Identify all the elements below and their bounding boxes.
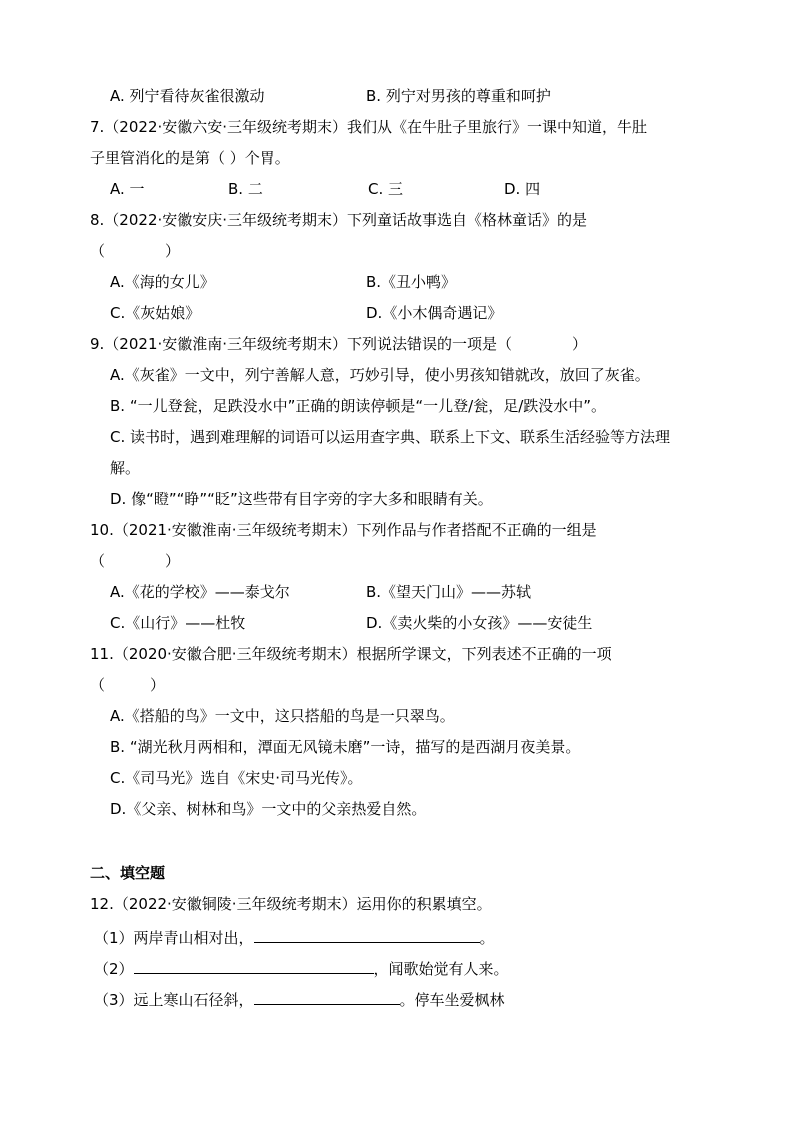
q7-option-a: A. 一 — [110, 180, 145, 198]
q8-option-row2 — [110, 303, 502, 323]
q11-stem-line2: （ ） — [90, 676, 166, 694]
q7-stem-line2: 子里管消化的是第（ ）个胃。 — [90, 149, 290, 167]
q8-option-row1 — [110, 272, 456, 292]
q9-option-d: D. 像“瞪”“睁”“眨”这些带有目字旁的字大多和眼睛有关。 — [110, 490, 493, 508]
q8-option-d: D.《小木偶奇遇记》 — [366, 304, 503, 322]
q10-option-d: D.《卖火柴的小女孩》——安徒生 — [366, 614, 593, 632]
q12-sub3-blank[interactable] — [254, 988, 400, 1005]
q10-option-b: B.《望天门山》——苏轼 — [366, 583, 532, 601]
q12-sub3-prefix: （3）远上寒山石径斜， — [94, 991, 254, 1009]
q10-option-row1 — [110, 582, 531, 602]
q12-sub2-prefix: （2） — [94, 960, 134, 978]
q11-option-b: B. “湖光秋月两相和，潭面无风镜未磨”一诗，描写的是西湖月夜美景。 — [110, 738, 581, 756]
q7-option-row — [110, 179, 540, 199]
q11-option-c: C.《司马光》选自《宋史·司马光传》。 — [110, 769, 363, 787]
q12-sub1-blank[interactable] — [254, 926, 480, 943]
q12-sub2-blank[interactable] — [134, 957, 374, 974]
q12-sub1-prefix: （1）两岸青山相对出， — [94, 929, 254, 947]
q9-stem-line1: 9.（2021·安徽淮南·三年级统考期末）下列说法错误的一项是（ ） — [90, 335, 588, 353]
q7-option-d: D. 四 — [504, 180, 541, 198]
q8-option-c: C.《灰姑娘》 — [110, 304, 201, 322]
q9-option-c-line2: 解。 — [110, 459, 141, 477]
q10-option-a: A.《花的学校》——泰戈尔 — [110, 583, 290, 601]
q7-stem-line1: 7.（2022·安徽六安·三年级统考期末）我们从《在牛肚子里旅行》一课中知道，牛肚 — [90, 118, 648, 136]
q10-option-row2 — [110, 613, 592, 633]
q10-option-c: C.《山行》——杜牧 — [110, 614, 246, 632]
q12-stem-line1: 12.（2022·安徽铜陵·三年级统考期末）运用你的积累填空。 — [90, 895, 492, 913]
q9-option-b: B. “一儿登瓮，足跌没水中”正确的朗读停顿是“一儿登/瓮，足/跌没水中”。 — [110, 397, 607, 415]
q12-sub1-suffix: 。 — [479, 929, 495, 947]
section-title-fill-in: 二、填空题 — [90, 864, 166, 882]
q6-option-a: A. 列宁看待灰雀很激动 — [110, 87, 265, 105]
q10-stem-line1: 10.（2021·安徽淮南·三年级统考期末）下列作品与作者搭配不正确的一组是 — [90, 521, 597, 539]
q8-stem-line1: 8.（2022·安徽安庆·三年级统考期末）下列童话故事选自《格林童话》的是 — [90, 211, 588, 229]
q10-stem-line2: （ ） — [90, 552, 181, 570]
q12-sub3-suffix: 。停车坐爱枫林 — [399, 991, 505, 1009]
q12-sub2 — [94, 957, 509, 979]
q12-sub2-suffix: ，闻歌始觉有人来。 — [373, 960, 509, 978]
q9-option-a: A.《灰雀》一文中，列宁善解人意，巧妙引导，使小男孩知错就改，放回了灰雀。 — [110, 366, 650, 384]
q7-option-b: B. 二 — [228, 180, 263, 198]
q11-option-d: D.《父亲、树林和鸟》一文中的父亲热爱自然。 — [110, 800, 427, 818]
q9-option-c-line1: C. 读书时，遇到难理解的词语可以运用查字典、联系上下文、联系生活经验等方法理 — [110, 428, 671, 446]
q12-sub1 — [94, 926, 495, 948]
q6-option-row — [110, 86, 551, 106]
q8-option-a: A.《海的女儿》 — [110, 273, 215, 291]
q12-sub3 — [94, 988, 505, 1010]
q7-option-c: C. 三 — [368, 180, 404, 198]
q8-stem-line2: （ ） — [90, 242, 181, 260]
q11-option-a: A.《搭船的鸟》一文中，这只搭船的鸟是一只翠鸟。 — [110, 707, 455, 725]
q8-option-b: B.《丑小鸭》 — [366, 273, 457, 291]
q6-option-b: B. 列宁对男孩的尊重和呵护 — [366, 87, 551, 105]
q11-stem-line1: 11.（2020·安徽合肥·三年级统考期末）根据所学课文，下列表述不正确的一项 — [90, 645, 612, 663]
